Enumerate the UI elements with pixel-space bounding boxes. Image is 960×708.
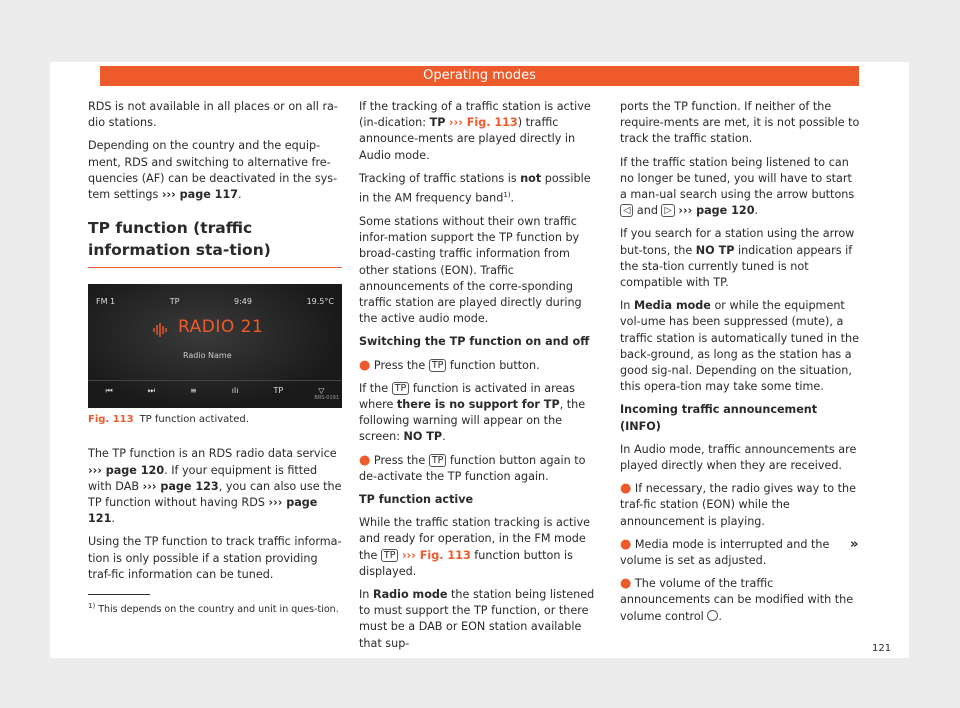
left-arrow-key: ◁ xyxy=(620,204,633,217)
bullet-item: ● Press the TP function button. xyxy=(359,357,540,373)
station-name: RADIO 21 xyxy=(178,317,264,338)
right-arrow-key: ▷ xyxy=(661,204,674,217)
prev-icon: ⏮ xyxy=(105,386,113,396)
subheading: TP function active xyxy=(359,493,474,506)
clock: 9:49 xyxy=(234,297,252,307)
paragraph: If you search for a station using the arrow but-tons, the NO TP indication appears if the sta-tion currently tuned is not compatible with TP. xyxy=(620,227,855,290)
radio-text: Radio Name xyxy=(183,351,232,361)
volume-knob-icon xyxy=(707,610,718,621)
column-2 xyxy=(359,99,599,659)
tp-indicator: TP xyxy=(169,297,180,307)
figure-link[interactable]: ››› Fig. 113 xyxy=(402,548,471,562)
band-label: FM 1 xyxy=(96,297,116,307)
tp-key: TP xyxy=(429,454,447,467)
temperature: 19.5°C xyxy=(306,297,334,307)
paragraph: Some stations without their own traffic infor-mation support the TP function by broad-casting traffic information from other stations (EON). Traffic announcements of the corre-sponding traffic station are played directly during the active audio mode. xyxy=(359,214,582,326)
button-bar xyxy=(88,380,342,398)
figure-link[interactable]: ››› Fig. 113 xyxy=(448,116,518,130)
bullet-icon: ● xyxy=(620,481,632,497)
paragraph: In Media mode or while the equipment vol-ume has been suppressed (mute), a traffic station is automatically tuned in the back-ground, as long as the station has a good sig-nal. Depending on the situation, this opera-tion may take some time. xyxy=(620,299,859,394)
paragraph: Depending on the country and the equip-ment, RDS and switching to alternative fre-quencies (AF) can be deactivated in the sys-tem settings ››› page 117. xyxy=(88,139,338,202)
page-link[interactable]: ››› page 117 xyxy=(161,188,239,202)
tp-key: TP xyxy=(392,382,410,395)
section-heading: TP function (traffic information sta-tion) xyxy=(88,217,342,268)
bullet-item: ● The volume of the traffic announcements can be modified with the volume control . xyxy=(620,576,854,623)
radio-screenshot xyxy=(88,284,342,408)
paragraph: If the traffic station being listened to can no longer be tuned, you will have to start a man-ual search using the arrow buttons ◁ and ▷ ››› page 120. xyxy=(620,155,855,218)
bullet-icon: ● xyxy=(359,452,371,468)
figure-caption: Fig. 113 TP function activated. xyxy=(88,414,249,426)
page-link[interactable]: ››› page 121 xyxy=(88,496,318,526)
audio-wave-icon xyxy=(152,322,172,338)
bullet-icon: ● xyxy=(620,576,632,592)
paragraph: In Audio mode, traffic announcements are played directly when they are received. xyxy=(620,442,857,473)
page-link[interactable]: ››› page 120 xyxy=(88,463,165,477)
image-code: BRS-0191 xyxy=(314,395,339,402)
page-link[interactable]: ››› page 120 xyxy=(678,204,755,218)
down-arrow-icon: ▽ xyxy=(318,386,325,396)
footnote-ref: 1) xyxy=(503,191,511,200)
paragraph: The TP function is an RDS radio data service ››› page 120. If your equipment is fitted with DAB ››› page 123, you can also use the TP function without having RDS ››› page 121. xyxy=(88,447,342,526)
paragraph: If the tracking of a traffic station is active (in-dication: TP ››› Fig. 113) traffic announce-ments are played directly in Audio mode. xyxy=(359,100,591,162)
paragraph: ports the TP function. If neither of the require-ments are met, it is not possible to track the traffic station. xyxy=(620,100,860,146)
subheading: Switching the TP function on and off xyxy=(359,335,590,349)
tp-button: TP xyxy=(273,386,284,396)
footnote: $^{1)}$ This depends on the country and unit in ques-tion. xyxy=(88,602,339,616)
bullet-icon: ● xyxy=(359,357,371,373)
tp-key: TP xyxy=(429,359,447,372)
next-icon: ⏭ xyxy=(147,386,155,396)
list-icon: ≡ xyxy=(190,386,197,396)
page-link[interactable]: ››› page 123 xyxy=(142,479,219,493)
tp-key: TP xyxy=(381,549,399,562)
paragraph: While the traffic station tracking is active and ready for operation, in the FM mode the TP ››› Fig. 113 function button is displayed. xyxy=(359,516,590,578)
column-1 xyxy=(88,99,342,590)
continue-icon: » xyxy=(850,537,859,552)
paragraph: Using the TP function to track traffic informa-tion is only possible if a station providing traf-fic information can be tuned. xyxy=(88,535,342,581)
bullet-item: ● If necessary, the radio gives way to the traf-fic station (EON) while the announcement is playing. xyxy=(620,481,856,528)
paragraph: In Radio mode the station being listened to must support the TP function, or there must be a DAB or EON station available that sup- xyxy=(359,588,595,650)
page-number: 121 xyxy=(872,643,892,654)
bullet-item: ● Press the TP function button again to de-activate the TP function again. xyxy=(359,452,586,483)
paragraph: RDS is not available in all places or on all ra-dio stations. xyxy=(88,100,338,130)
equalizer-icon: ılı xyxy=(231,386,239,396)
bullet-icon: ● xyxy=(620,536,632,552)
column-3 xyxy=(620,99,860,632)
subheading: Incoming traffic announcement (INFO) xyxy=(620,403,818,433)
footnote-divider xyxy=(88,594,150,595)
paragraph: If the TP function is activated in areas where there is no support for TP, the following warning will appear on the screen: NO TP. xyxy=(359,381,586,444)
bullet-item: ● Media mode is interrupted and the volume is set as adjusted. xyxy=(620,536,830,568)
paragraph: Tracking of traffic stations is not possible in the AM frequency band$^{1)}$. xyxy=(359,171,591,205)
section-header: Operating modes xyxy=(100,66,859,86)
